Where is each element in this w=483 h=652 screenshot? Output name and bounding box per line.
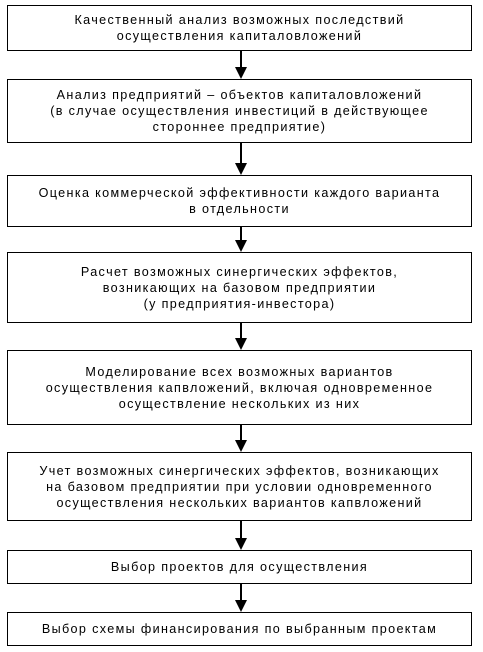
step-5-box [7,350,472,425]
step-3-line-1: Оценка коммерческой эффективности каждого варианта [38,186,441,200]
step-3-box [7,175,472,227]
arrow-down-icon [235,51,247,79]
step-4-line-3: (у предприятия-инвестора) [143,296,336,311]
step-4-line-2: возникающих на базовом предприятии [102,280,377,295]
arrow-down-icon [235,323,247,350]
step-2-line-2: (в случае осуществления инвестиций в действующее [50,104,429,118]
step-6-line-2: на базовом предприятии при условии одновременного [46,479,433,494]
step-3-line-2: в отдельности [189,202,290,216]
step-1-line-1: Качественный анализ возможных последствий [74,13,405,27]
step-1-box [7,5,472,51]
step-7-box [7,550,472,584]
step-1-line-2: осуществления капиталовложений [116,29,363,43]
step-2-box [7,79,472,143]
step-6-box [7,452,472,521]
arrow-down-icon [235,425,247,452]
step-5-line-3: осуществление нескольких из них [118,396,361,411]
step-5-line-1: Моделирование всех возможных вариантов [85,364,394,379]
step-2-line-1: Анализ предприятий – объектов капиталовложений [56,88,423,102]
arrow-down-icon [235,143,247,175]
step-8-line-1: Выбор схемы финансирования по выбранным проектам [41,622,438,636]
step-2-line-3: стороннее предприятие) [152,120,327,134]
step-5-line-2: осуществления капвложений, включая одновременное [45,380,434,395]
step-6-line-1: Учет возможных синергических эффектов, возникающих [39,463,440,478]
step-4-line-1: Расчет возможных синергических эффектов, [80,264,399,279]
arrow-down-icon [235,521,247,550]
arrow-down-icon [235,227,247,252]
step-6-line-3: осуществления нескольких вариантов капвложений [56,495,423,510]
step-4-box [7,252,472,323]
arrow-down-icon [235,584,247,612]
step-8-box [7,612,472,646]
step-7-line-1: Выбор проектов для осуществления [110,560,369,574]
